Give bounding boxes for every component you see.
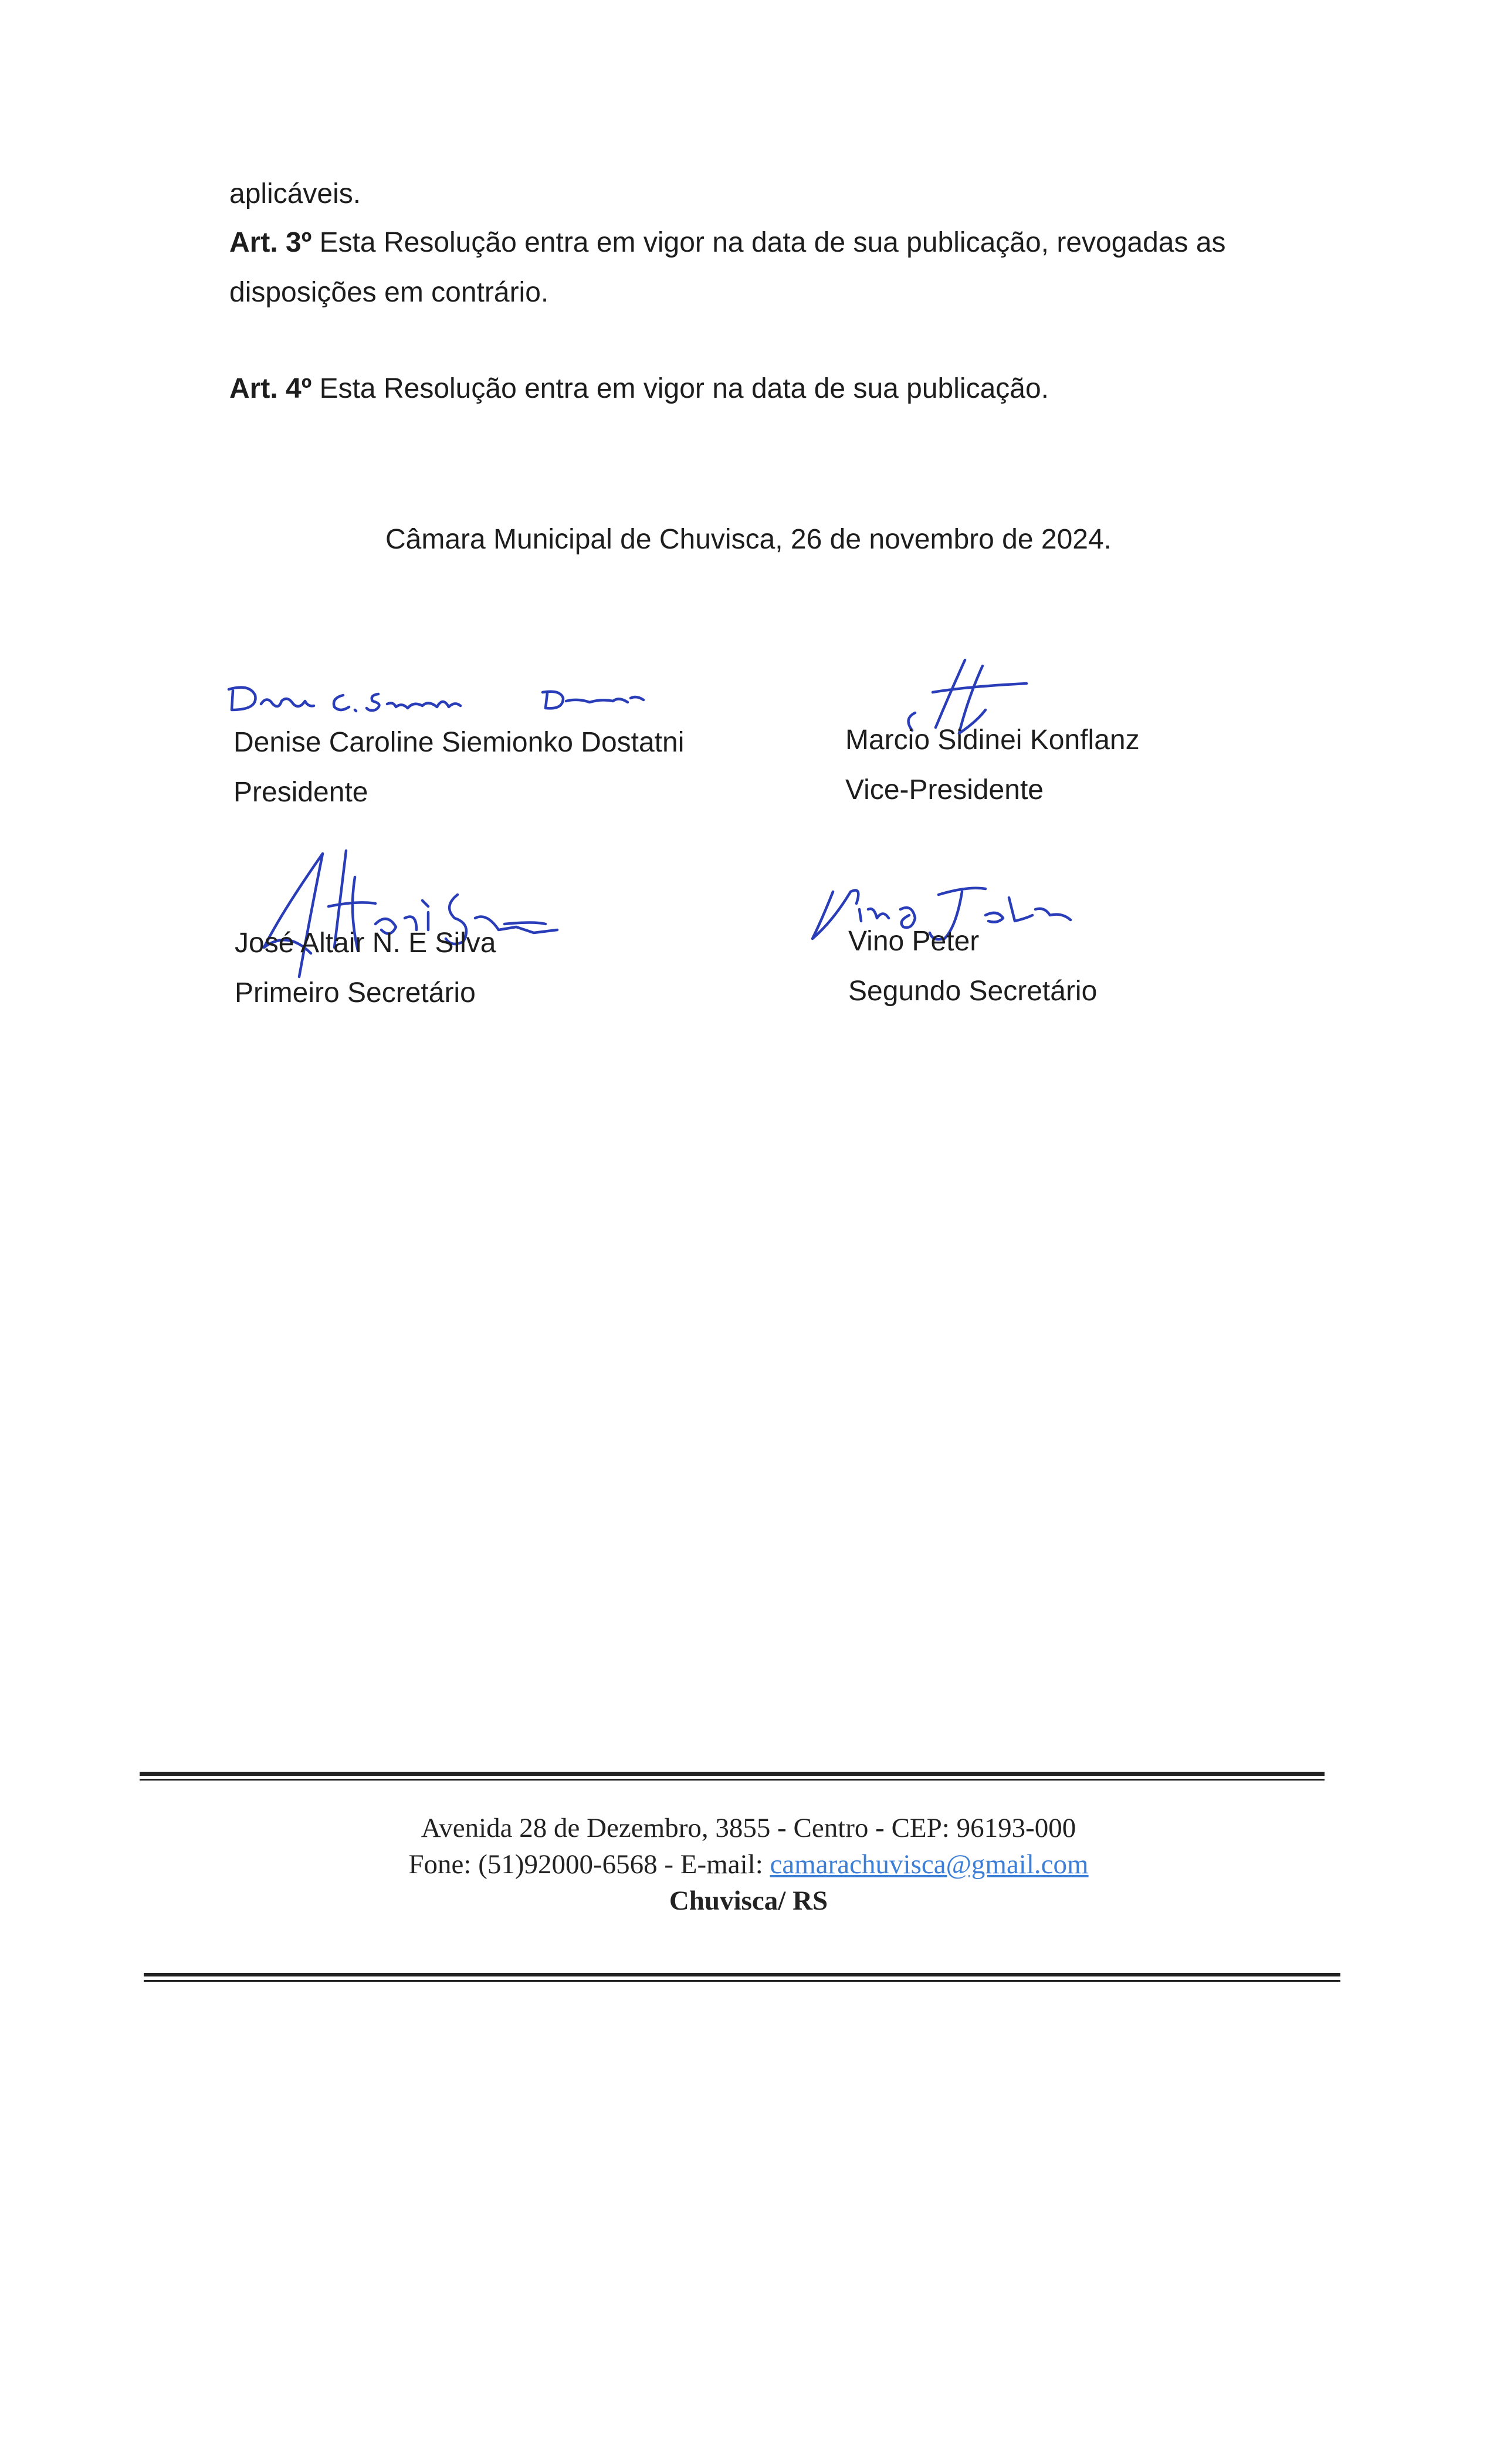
text-continuation: aplicáveis. <box>229 178 361 209</box>
second-secretary-name: Vino Peter <box>848 926 980 957</box>
first-secretary-name: José Altair N. E Silva <box>235 928 496 959</box>
footer-city: Chuvisca/ RS <box>669 1886 828 1916</box>
president-name: Denise Caroline Siemionko Dostatni <box>233 727 685 758</box>
second-secretary-role: Segundo Secretário <box>848 976 1098 1007</box>
place-date: Câmara Municipal de Chuvisca, 26 de novembro de 2024. <box>385 524 1112 555</box>
signature-block-president <box>233 725 684 810</box>
footer-phone: Fone: (51)92000-6568 - E-mail: <box>408 1849 770 1880</box>
footer-email-link[interactable]: camarachuvisca@gmail.com <box>770 1849 1089 1880</box>
signature-denise <box>226 683 695 730</box>
article-3-text-cont: disposições em contrário. <box>229 277 549 308</box>
vice-president-name: Marcio Sidinei Konflanz <box>845 725 1140 756</box>
signature-block-second-secretary <box>848 924 1097 1009</box>
signature-block-vice-president <box>845 723 1140 808</box>
article-3-label: Art. 3º <box>229 227 312 258</box>
article-4-text: Esta Resolução entra em vigor na data de sua publicação. <box>311 373 1049 404</box>
footer-phone-email <box>0 1846 1497 1883</box>
footer-contact <box>0 1810 1497 1919</box>
signature-block-first-secretary <box>235 926 496 1011</box>
article-3-text: Esta Resolução entra em vigor na data de sua publicação, revogadas as <box>311 227 1226 258</box>
president-role: Presidente <box>233 777 368 808</box>
footer-address: Avenida 28 de Dezembro, 3855 - Centro - CEP: 96193-000 <box>421 1813 1076 1843</box>
article-4-label: Art. 4º <box>229 373 312 404</box>
article-3 <box>229 218 1297 317</box>
article-4 <box>229 364 1297 414</box>
first-secretary-role: Primeiro Secretário <box>235 977 476 1008</box>
vice-president-role: Vice-Presidente <box>845 774 1044 805</box>
